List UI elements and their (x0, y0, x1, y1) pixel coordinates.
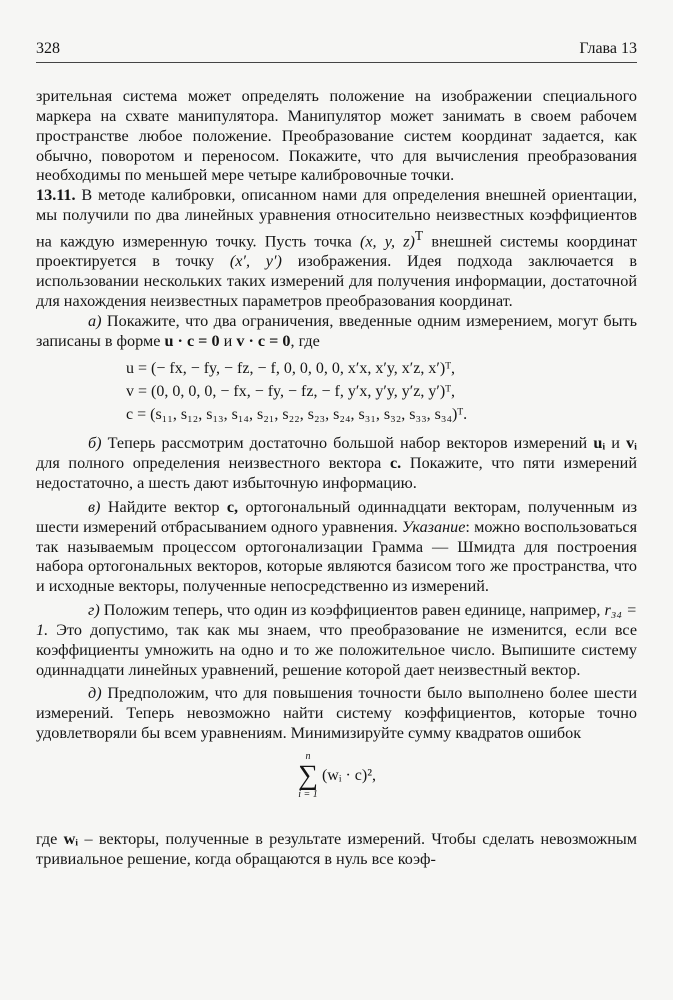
equation-c: c = (s₁₁, s₁₂, s₁₃, s₁₄, s₂₁, s₂₂, s₂₃, s₂₄, s₃₁, s₃₂, s₃₃, s₃₄)ᵀ. (126, 406, 468, 424)
sum-formula (36, 752, 637, 830)
page-number: 328 (36, 40, 60, 57)
part-a: а) Покажите, что два ограничения, введенные одним измерением, могут быть записаны в форме u · c = 0 и v · c = 0, где (36, 311, 637, 350)
chapter-title: Глава 13 (579, 40, 637, 57)
page-header (36, 40, 637, 63)
part-d: д) Предположим, что для повышения точности было выполнено более шести измерений. Теперь невозможно найти систему коэффициентов, которые точно удовлетворяли бы всем уравнениям. Минимизируйте сумму квадратов ошибок (36, 684, 637, 743)
summation-symbol: n ∑ i = 1 (298, 751, 318, 801)
page-content (36, 87, 637, 870)
problem-13-11: 13.11. В методе калибровки, описанном нами для определения внешней ориентации, мы получили по два линейных уравнения относительно неизвестных коэффициентов на каждую измеренную точку. Пусть точка (x, y, z)$^T$ внешней системы координат проектируется в точку (x′, y′) изображения. Идея подхода заключается в использовании нескольких таких измерений для получения информации, достаточной для нахождения неизвестных параметров преобразования координат. (36, 186, 638, 310)
equation-v: v = (0, 0, 0, 0, − fx, − fy, − fz, − f, y′x, y′y, y′z, y′)ᵀ, (126, 383, 456, 401)
problem-number: 13.11. (36, 186, 76, 205)
paragraph-continuation: зрительная система может определять положение на изображении специального маркера на схвате манипулятора. Манипулятор может занимать в своем рабочем пространстве любое положение. Преобразование систем координат задается, как обычно, поворотом и переносом. Покажите, что для вычисления преобразования необходимы по меньшей мере четыре калибровочные точки. (36, 87, 637, 185)
paragraph-last: где wᵢ – векторы, полученные в результате измерений. Чтобы сделать невозможным тривиальное решение, когда обращаются в нуль все коэф- (36, 830, 638, 868)
equation-u: u = (− fx, − fy, − fz, − f, 0, 0, 0, 0, x′x, x′y, x′z, x′)ᵀ, (126, 360, 456, 378)
equations-block (126, 357, 637, 426)
summation-expression: (wᵢ · c)², (321, 767, 377, 785)
part-b: б) Теперь рассмотрим достаточно большой набор векторов измерений uᵢ и vᵢ для полного определения неизвестного вектора c. Покажите, что пяти измерений недостаточно, а шесть дают избыточную информацию. (36, 434, 638, 493)
part-v: в) Найдите вектор c, ортогональный одиннадцати векторам, полученным из шести измерений отбрасыванием одного уравнения. Указание: можно воспользоваться так называемым процессом ортогонализации Грамма — Шмидта для построения набора ортогональных векторов, которые являются базисом того же пространства, что и исходные векторы, полученные непосредственно из измерений. (36, 497, 638, 596)
part-g: г) Положим теперь, что один из коэффициентов равен единице, например, r₃₄ = 1. Это допустимо, так как мы знаем, что преобразование не изменится, если все коэффициенты умножить на одно и то же положительное число. Выпишите систему одиннадцати линейных уравнений, решение которой дает неизвестный вектор. (36, 601, 638, 679)
